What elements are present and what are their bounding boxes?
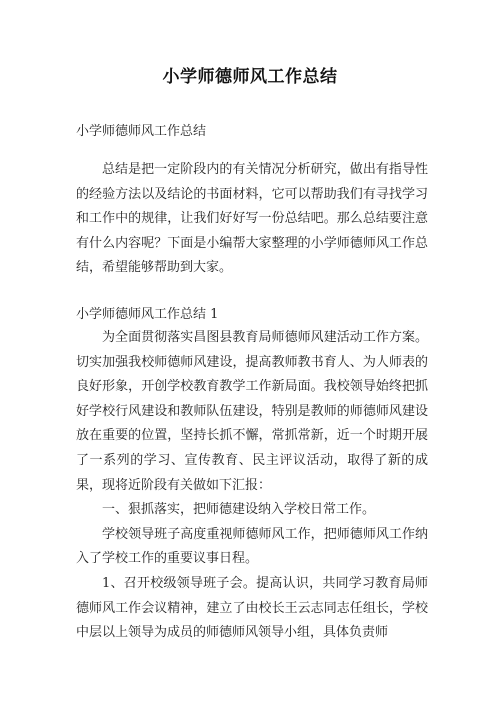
intro-paragraph: 总结是把一定阶段内的有关情况分析研究，做出有指导性的经验方法以及结论的书面材料，它可以帮助我们有寻找学习和工作中的规律，让我们好好写一份总结吧。那么总结要注意有什么内容呢？下面是小编帮大家整理的小学师德师风工作总结，希望能够帮助到大家。 <box>76 162 428 276</box>
document-subtitle: 小学师德师风工作总结 <box>76 124 207 139</box>
body-paragraph-2: 一、狠抓落实，把师德建设纳入学校日常工作。 <box>102 502 376 518</box>
intro-section <box>76 158 428 281</box>
body-paragraph-1: 为全面贯彻落实昌图县教育局师德师风建活动工作方案。切实加强我校师德师风建设，提高教师教书育人、为人师表的良好形象，开创学校教育教学工作新局面。我校领导始终把抓好学校行风建设和教师队伍建设，特别是教师的师德师风建设放在重要的位置，坚持长抓不懈，常抓常新，近一个时期开展了一系列的学习、宣传教育、民主评议活动，取得了新的成果，现将近阶段有关做如下汇报： <box>76 330 428 493</box>
body-paragraph-3: 学校领导班子高度重视师德师风工作，把师德师风工作纳入了学校工作的重要议事日程。 <box>76 526 428 567</box>
section-heading: 小学师德师风工作总结 1 <box>76 307 219 322</box>
body-section <box>76 326 428 646</box>
document-title: 小学师德师风工作总结 <box>162 67 338 87</box>
body-paragraph-4: 1、召开校级领导班子会。提高认识，共同学习教育局师德师风工作会议精神，建立了由校长王云志同志任组长，学校中层以上领导为成员的师德师风领导小组，具体负责师 <box>76 575 428 641</box>
